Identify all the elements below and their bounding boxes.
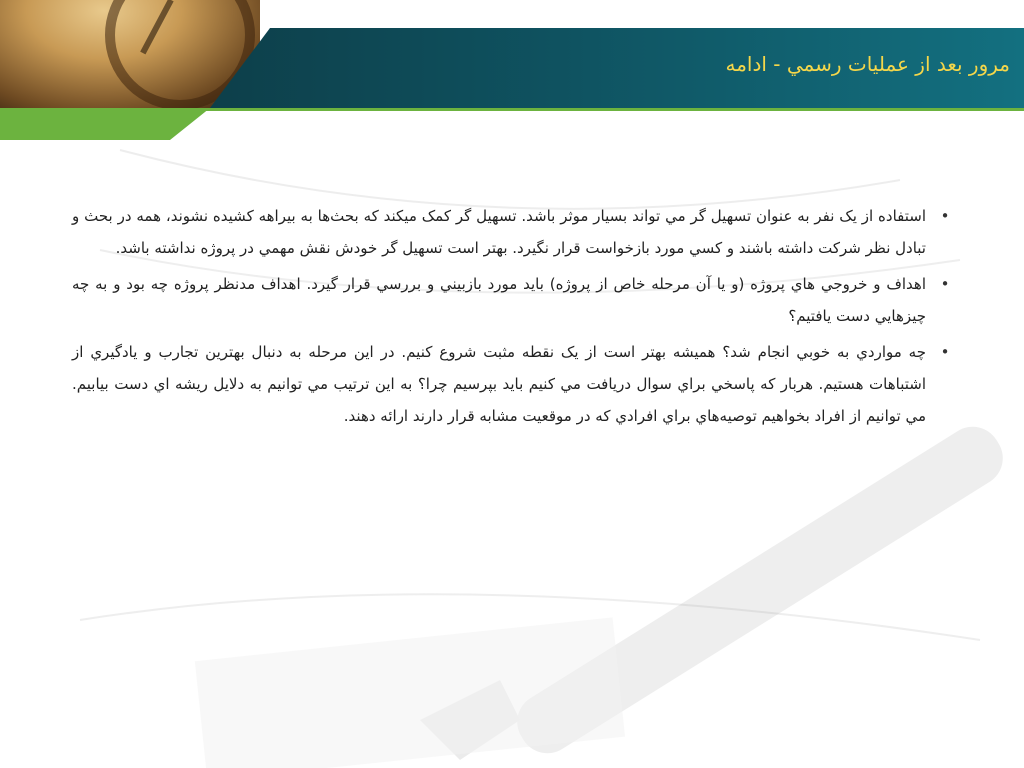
bullet-icon: • bbox=[940, 343, 950, 361]
header-clock-image bbox=[0, 0, 260, 108]
bullet-item bbox=[72, 268, 950, 332]
slide-title: مرور بعد از عمليات رسمي - ادامه bbox=[725, 52, 1010, 76]
bullet-list bbox=[72, 200, 952, 432]
bullet-icon: • bbox=[940, 207, 950, 225]
bullet-icon: • bbox=[940, 275, 950, 293]
bullet-text: اهداف و خروجي هاي پروژه (و يا آن مرحله خاص از پروژه) بايد مورد بازبيني و بررسي قرار گيرد. اهداف مدنظر پروژه چه بود و به چه چيزهايي دست يافتيم؟ bbox=[72, 275, 926, 325]
slide-header bbox=[0, 0, 1024, 140]
bullet-text: استفاده از يک نفر به عنوان تسهيل گر مي تواند بسيار موثر باشد. تسهيل گر کمک ميکند که بحث‌ها به بيراهه کشيده نشوند، همه در بحث و تبادل نظر شرکت داشته باشند و کسي مورد بازخواست قرار نگيرد. بهتر است تسهيل گر خودش نقش مهمي در پروژه نداشته باشد. bbox=[72, 207, 926, 257]
bullet-item bbox=[72, 336, 950, 432]
accent-green-tab bbox=[0, 108, 210, 140]
slide-body bbox=[72, 200, 952, 436]
bullet-text: چه مواردي به خوبي انجام شد؟ هميشه بهتر است از يک نقطه مثبت شروع کنيم. در اين مرحله به دنبال بهترين تجارب و يادگيري از اشتباهات هستيم. هربار که پاسخي براي سوال دريافت مي کنيم بايد بپرسيم چرا؟ به اين ترتيب مي توانيم به دلايل ريشه اي دست بيابيم. مي توانيم از افراد بخواهيم توصيه‌هاي براي افرادي که در موقعيت مشابه قرار دارند ارائه دهند. bbox=[72, 343, 926, 425]
bullet-item bbox=[72, 200, 950, 264]
